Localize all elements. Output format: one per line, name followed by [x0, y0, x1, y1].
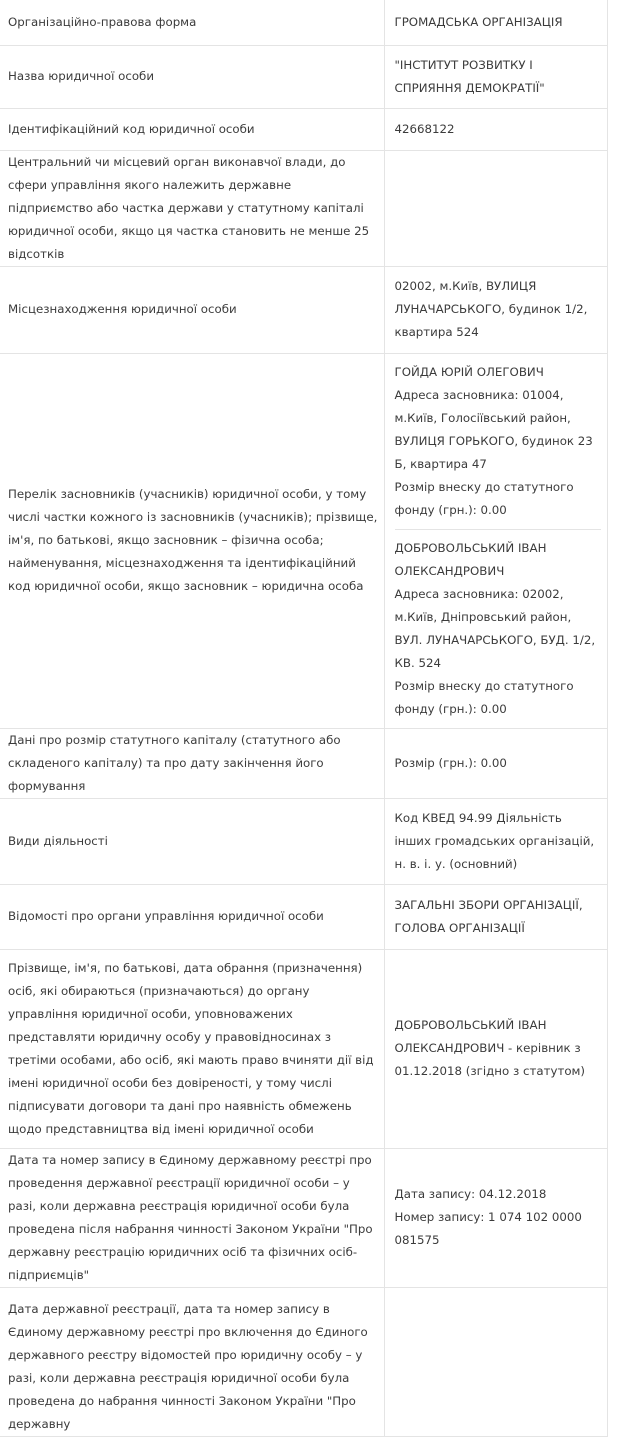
- founder-entry: [395, 529, 601, 728]
- founders-cell: [384, 353, 607, 728]
- founder-address: Адреса засновника: 02002, м.Київ, Дніпровський район, ВУЛ. ЛУНАЧАРСЬКОГО, БУД. 1/2, КВ. 524: [394, 586, 596, 670]
- founder-address: Адреса засновника: 01004, м.Київ, Голосіївський район, ВУЛИЦЯ ГОРЬКОГО, будинок 23 Б, квартира 47: [394, 387, 593, 471]
- table-row: [0, 45, 607, 108]
- row-label: Види діяльності: [0, 798, 384, 884]
- row-label: Центральний чи місцевий орган виконавчої влади, до сфери управління якого належить державне підприємство або частка держави у статутному капіталі юридичної особи, якщо ця частка становить не менше 25 відсотків: [0, 150, 384, 266]
- row-label: Ідентифікаційний код юридичної особи: [0, 108, 384, 150]
- row-value: ГРОМАДСЬКА ОРГАНІЗАЦІЯ: [384, 0, 607, 45]
- table-row: [0, 949, 607, 1148]
- row-value: [384, 1287, 607, 1436]
- row-value: ЗАГАЛЬНІ ЗБОРИ ОРГАНІЗАЦІЇ, ГОЛОВА ОРГАНІЗАЦІЇ: [384, 884, 607, 949]
- row-value: "ІНСТИТУТ РОЗВИТКУ І СПРИЯННЯ ДЕМОКРАТІЇ": [384, 45, 607, 108]
- table-row: [0, 150, 607, 266]
- record-number: Номер запису: 1 074 102 0000 081575: [394, 1210, 582, 1247]
- row-label: Організаційно-правова форма: [0, 0, 384, 45]
- row-value: Код КВЕД 94.99 Діяльність інших громадських організацій, н. в. і. у. (основний): [384, 798, 607, 884]
- record-date: Дата запису: 04.12.2018: [394, 1187, 547, 1201]
- table-row: [0, 0, 607, 45]
- row-label: Відомості про органи управління юридичної особи: [0, 884, 384, 949]
- founder-name: ГОЙДА ЮРІЙ ОЛЕГОВИЧ: [394, 364, 544, 379]
- row-value: Розмір (грн.): 0.00: [384, 728, 607, 798]
- row-label: Дата та номер запису в Єдиному державному реєстрі про проведення державної реєстрації юридичної особи – у разі, коли державна реєстрація юридичної особи була проведена після набрання чинності Законом України "Про державну реєстрацію юридичних осіб та фізичних осіб-підприємців": [0, 1148, 384, 1287]
- row-value: [384, 150, 607, 266]
- table-row: [0, 266, 607, 353]
- table-row: [0, 884, 607, 949]
- founder-contribution: Розмір внеску до статутного фонду (грн.): 0.00: [394, 678, 574, 716]
- table-row: [0, 798, 607, 884]
- row-label: Місцезнаходження юридичної особи: [0, 266, 384, 353]
- founder-name: ДОБРОВОЛЬСЬКИЙ ІВАН ОЛЕКСАНДРОВИЧ: [394, 540, 547, 578]
- row-label: Дата державної реєстрації, дата та номер запису в Єдиному державному реєстрі про включення до Єдиного державного реєстру відомостей про юридичну особу – у разі, коли державна реєстрація юридичної особи була проведена до набрання чинності Законом України "Про державну: [0, 1287, 384, 1436]
- table-row: [0, 1148, 607, 1287]
- row-label: Прізвище, ім'я, по батькові, дата обрання (призначення) осіб, які обираються (призначаються) до органу управління юридичної особи, уповноважених представляти юридичну особу у правовідносинах з третіми особами, або осіб, які мають право вчиняти дії від імені юридичної особи без довіреності, у тому числі підписувати договори та дані про наявність обмежень щодо представництва від імені юридичної особи: [0, 949, 384, 1148]
- row-value: 02002, м.Київ, ВУЛИЦЯ ЛУНАЧАРСЬКОГО, будинок 1/2, квартира 524: [384, 266, 607, 353]
- row-value: 42668122: [384, 108, 607, 150]
- founder-entry: [395, 354, 601, 529]
- registration-record-cell: [384, 1148, 607, 1287]
- founder-contribution: Розмір внеску до статутного фонду (грн.): 0.00: [394, 479, 574, 517]
- row-label: Назва юридичної особи: [0, 45, 384, 108]
- table-row: [0, 1287, 607, 1436]
- row-value: ДОБРОВОЛЬСЬКИЙ ІВАН ОЛЕКСАНДРОВИЧ - керівник з 01.12.2018 (згідно з статутом): [384, 949, 607, 1148]
- row-label: Перелік засновників (учасників) юридичної особи, у тому числі частки кожного із засновників (учасників); прізвище, ім'я, по батькові, якщо засновник – фізична особа; найменування, місцезнаходження та ідентифікаційний код юридичної особи, якщо засновник – юридична особа: [0, 353, 384, 728]
- table-row: [0, 108, 607, 150]
- table-row: [0, 728, 607, 798]
- row-label: Дані про розмір статутного капіталу (статутного або складеного капіталу) та про дату закінчення його формування: [0, 728, 384, 798]
- table-row: [0, 353, 607, 728]
